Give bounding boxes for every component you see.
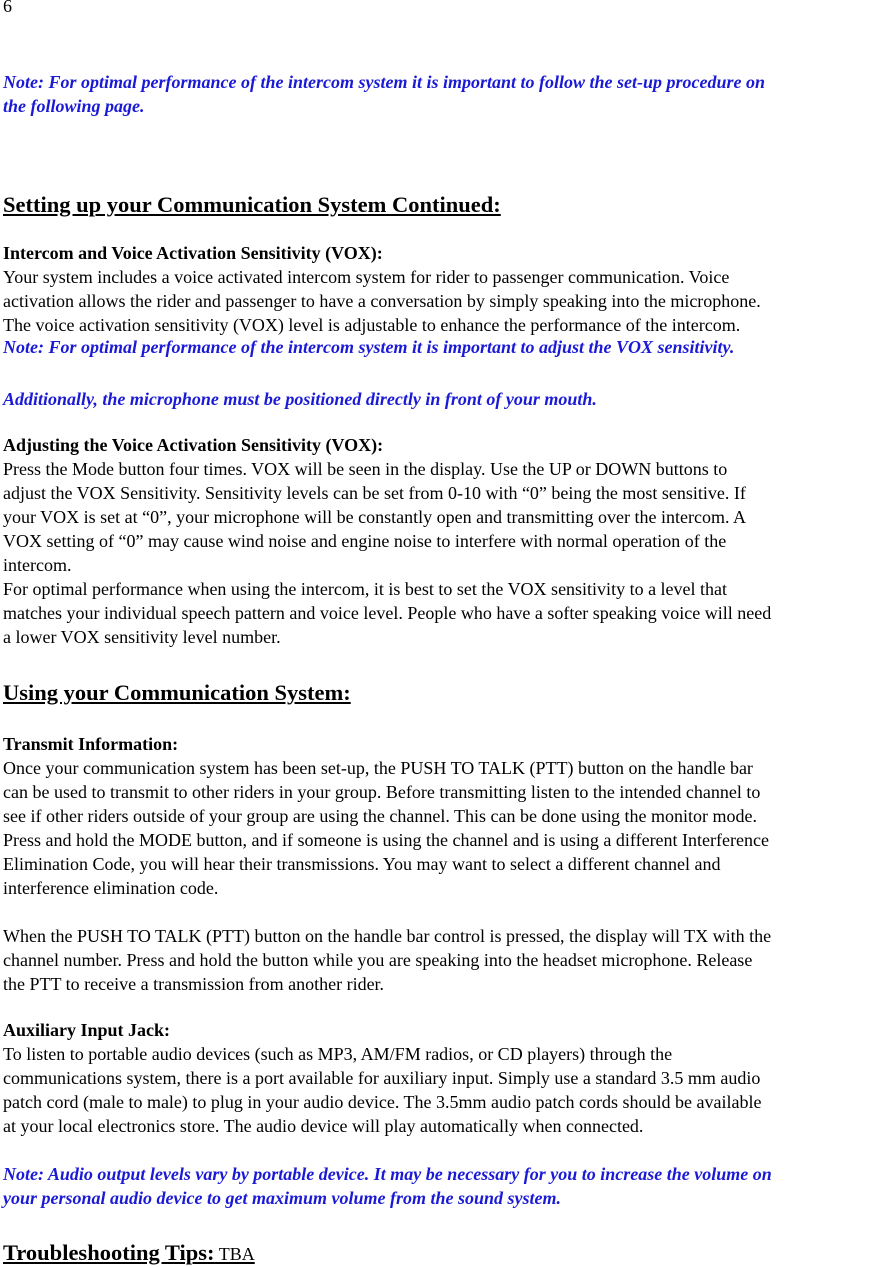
adjust-body-line-7: matches your individual speech pattern and voice level. People who have a softer speaking voice will need: [3, 603, 772, 623]
ptt-body-line-1: When the PUSH TO TALK (PTT) button on the handle bar control is pressed, the display will TX with the: [3, 926, 772, 946]
troubleshooting-tba: TBA: [214, 1244, 255, 1264]
adjust-body-line-2: adjust the VOX Sensitivity. Sensitivity levels can be set from 0-10 with “0” being the most sensitive. If: [3, 483, 746, 503]
transmit-body-line-3: see if other riders outside of your group are using the channel. This can be done using the monitor mode.: [3, 806, 757, 826]
aux-body-line-3: patch cord (male to male) to plug in your audio device. The 3.5mm audio patch cords should be available: [3, 1092, 762, 1112]
section-heading-using: Using your Communication System:: [3, 680, 351, 705]
vox-body-line-2: activation allows the rider and passenger to have a conversation by simply speaking into the microphone.: [3, 291, 761, 311]
note-top-line-2: the following page.: [3, 96, 145, 116]
adjust-body-line-3: your VOX is set at “0”, your microphone will be constantly open and transmitting over the intercom. A: [3, 507, 747, 527]
adjust-body-line-5: intercom.: [3, 555, 72, 575]
transmit-body-line-5: Elimination Code, you will hear their transmissions. You may want to select a different channel and: [3, 854, 721, 874]
ptt-body-line-3: the PTT to receive a transmission from another rider.: [3, 974, 385, 994]
transmit-body-line-1: Once your communication system has been set-up, the PUSH TO TALK (PTT) button on the handle bar: [3, 758, 753, 778]
note-top-line-1: Note: For optimal performance of the intercom system it is important to follow the set-up procedure on: [3, 72, 765, 92]
transmit-body-line-2: can be used to transmit to other riders in your group. Before transmitting listen to the intended channel to: [3, 782, 761, 802]
adjust-body-line-8: a lower VOX sensitivity level number.: [3, 627, 281, 647]
adjust-body-line-1: Press the Mode button four times. VOX will be seen in the display. Use the UP or DOWN buttons to: [3, 459, 728, 479]
transmit-title: Transmit Information:: [3, 734, 179, 754]
section-heading-troubleshooting: [3, 1239, 255, 1268]
adjust-body-line-6: For optimal performance when using the intercom, it is best to set the VOX sensitivity to a level that: [3, 579, 728, 599]
vox-note-line-2-visible: Additionally, the microphone must be positioned directly in front of your mouth.: [3, 389, 597, 409]
vox-title: Intercom and Voice Activation Sensitivity (VOX):: [3, 243, 383, 263]
vox-note-line-1: Note: For optimal performance of the intercom system it is important to adjust the VOX sensitivity.: [3, 337, 735, 357]
adjust-title: Adjusting the Voice Activation Sensitivity (VOX):: [3, 435, 384, 455]
ptt-body-line-2: channel number. Press and hold the button while you are speaking into the headset microphone. Release: [3, 950, 753, 970]
section-heading-setup: Setting up your Communication System Continued:: [3, 192, 501, 217]
vox-body-line-3: The voice activation sensitivity (VOX) level is adjustable to enhance the performance of the intercom.: [3, 315, 741, 335]
aux-body-line-2: communications system, there is a port available for auxiliary input. Simply use a standard 3.5 mm audio: [3, 1068, 761, 1088]
transmit-body-line-4: Press and hold the MODE button, and if someone is using the channel and is using a different Interference: [3, 830, 769, 850]
aux-note-line-1: Note: Audio output levels vary by portable device. It may be necessary for you to increase the volume on: [3, 1164, 772, 1184]
aux-title: Auxiliary Input Jack:: [3, 1020, 171, 1040]
aux-note-line-2: your personal audio device to get maximum volume from the sound system.: [3, 1188, 561, 1208]
adjust-body-line-4: VOX setting of “0” may cause wind noise and engine noise to interfere with normal operation of the: [3, 531, 727, 551]
troubleshooting-heading-text: Troubleshooting Tips:: [3, 1240, 215, 1265]
page-number: 6: [3, 0, 12, 16]
vox-body-line-1: Your system includes a voice activated intercom system for rider to passenger communication. Voice: [3, 267, 730, 287]
aux-body-line-1: To listen to portable audio devices (such as MP3, AM/FM radios, or CD players) through the: [3, 1044, 673, 1064]
aux-body-line-4: at your local electronics store. The audio device will play automatically when connected.: [3, 1116, 644, 1136]
transmit-body-line-6: interference elimination code.: [3, 878, 219, 898]
